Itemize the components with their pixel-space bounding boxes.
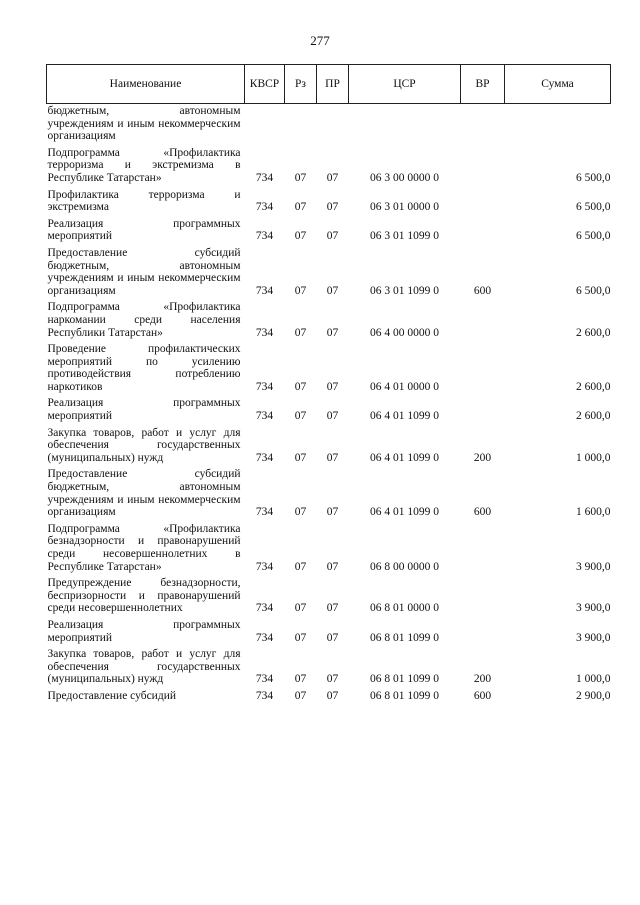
row-rz-cell: 07 — [294, 673, 307, 686]
row-rz-cell: 07 — [294, 230, 307, 243]
table-row — [47, 426, 611, 468]
row-name-cell: Реализация программных мероприятий — [47, 397, 241, 423]
row-pr-cell: 07 — [326, 631, 339, 644]
row-name-cell: Предупреждение безнадзорности, беспризорности и правонарушений среди несовершеннолетних — [47, 577, 241, 615]
table-row — [47, 342, 611, 396]
row-sum-cell: 6 500,0 — [576, 171, 611, 184]
row-name-cell: Подпрограмма «Профилактика терроризма и экстремизма в Республике Татарстан» — [47, 146, 241, 184]
row-vr-cell — [461, 576, 505, 618]
row-kvsr-cell: 734 — [255, 451, 274, 464]
row-pr-cell: 07 — [326, 602, 339, 615]
row-csr-cell: 06 3 01 1099 0 — [370, 230, 439, 243]
row-pr-cell: 07 — [326, 326, 339, 339]
row-csr-cell: 06 3 00 0000 0 — [370, 171, 439, 184]
row-vr-cell: 600 — [473, 689, 492, 702]
row-vr-cell — [461, 188, 505, 217]
row-csr-cell: 06 4 00 0000 0 — [370, 326, 439, 339]
row-rz-cell: 07 — [294, 284, 307, 297]
row-rz-cell: 07 — [294, 506, 307, 519]
row-vr-cell — [461, 146, 505, 188]
row-sum-cell: 3 900,0 — [576, 631, 611, 644]
row-name-cell: Предоставление субсидий — [47, 689, 176, 702]
row-vr-cell: 200 — [473, 673, 492, 686]
row-sum-cell: 3 900,0 — [576, 602, 611, 615]
header-sum: Сумма — [505, 65, 611, 104]
row-name-cell: Закупка товаров, работ и услуг для обеспечения государственных (муниципальных) нужд — [47, 426, 241, 464]
row-csr-cell: 06 8 01 1099 0 — [370, 631, 439, 644]
row-sum-cell — [505, 104, 611, 146]
row-vr-cell — [461, 342, 505, 396]
row-sum-cell: 6 500,0 — [576, 284, 611, 297]
row-csr-cell: 06 4 01 0000 0 — [370, 380, 439, 393]
table-row — [47, 188, 611, 217]
row-pr-cell: 07 — [326, 689, 339, 702]
row-vr-cell: 200 — [473, 451, 492, 464]
row-rz-cell: 07 — [294, 451, 307, 464]
row-rz-cell: 07 — [294, 631, 307, 644]
table-row — [47, 246, 611, 300]
row-pr-cell: 07 — [326, 410, 339, 423]
row-rz-cell — [285, 104, 317, 146]
row-csr-cell: 06 4 01 1099 0 — [370, 451, 439, 464]
row-rz-cell: 07 — [294, 689, 307, 702]
row-csr-cell: 06 8 01 0000 0 — [370, 602, 439, 615]
row-name-cell: Предоставление субсидий бюджетным, автономным учреждениям и иным некоммерческим организациям — [47, 246, 241, 297]
row-rz-cell: 07 — [294, 602, 307, 615]
table-row — [47, 576, 611, 618]
page-number: 277 — [310, 33, 330, 48]
row-pr-cell: 07 — [326, 451, 339, 464]
row-csr-cell: 06 8 01 1099 0 — [370, 673, 439, 686]
row-pr-cell: 07 — [326, 284, 339, 297]
row-name-cell: Подпрограмма «Профилактика наркомании среди населения Республики Татарстан» — [47, 301, 241, 339]
table-row — [47, 689, 611, 706]
row-kvsr-cell: 734 — [255, 560, 274, 573]
header-vr: ВР — [461, 65, 505, 104]
row-name-cell: Реализация программных мероприятий — [47, 217, 241, 243]
row-pr-cell: 07 — [326, 171, 339, 184]
row-kvsr-cell: 734 — [255, 380, 274, 393]
header-kvsr: КВСР — [245, 65, 285, 104]
row-sum-cell: 6 500,0 — [576, 230, 611, 243]
row-name-cell: Закупка товаров, работ и услуг для обеспечения государственных (муниципальных) нужд — [47, 648, 241, 686]
row-vr-cell — [461, 618, 505, 647]
row-kvsr-cell: 734 — [255, 506, 274, 519]
row-vr-cell — [461, 396, 505, 425]
row-kvsr-cell: 734 — [255, 631, 274, 644]
row-kvsr-cell: 734 — [255, 689, 274, 702]
row-vr-cell: 600 — [473, 284, 492, 297]
row-rz-cell: 07 — [294, 410, 307, 423]
row-sum-cell: 6 500,0 — [576, 201, 611, 214]
row-kvsr-cell: 734 — [255, 673, 274, 686]
row-vr-cell — [461, 217, 505, 246]
row-pr-cell: 07 — [326, 380, 339, 393]
row-kvsr-cell: 734 — [255, 284, 274, 297]
row-sum-cell: 2 600,0 — [576, 380, 611, 393]
row-csr-cell: 06 8 01 1099 0 — [370, 689, 439, 702]
table-row — [47, 217, 611, 246]
table-row — [47, 522, 611, 576]
header-csr: ЦСР — [349, 65, 461, 104]
row-vr-cell — [461, 300, 505, 342]
row-vr-cell — [461, 104, 505, 146]
row-rz-cell: 07 — [294, 201, 307, 214]
row-sum-cell: 2 600,0 — [576, 410, 611, 423]
row-csr-cell: 06 4 01 1099 0 — [370, 506, 439, 519]
row-kvsr-cell: 734 — [255, 201, 274, 214]
table-row — [47, 647, 611, 689]
budget-table — [46, 64, 611, 706]
row-kvsr-cell: 734 — [255, 171, 274, 184]
row-pr-cell: 07 — [326, 673, 339, 686]
row-pr-cell: 07 — [326, 201, 339, 214]
row-sum-cell: 1 000,0 — [576, 673, 611, 686]
table-row — [47, 467, 611, 521]
row-rz-cell: 07 — [294, 560, 307, 573]
row-kvsr-cell: 734 — [255, 326, 274, 339]
row-vr-cell: 600 — [473, 506, 492, 519]
row-sum-cell: 2 600,0 — [576, 326, 611, 339]
table-row — [47, 396, 611, 425]
header-rz: Рз — [285, 65, 317, 104]
row-rz-cell: 07 — [294, 326, 307, 339]
row-kvsr-cell: 734 — [255, 230, 274, 243]
row-name-cell: Проведение профилактических мероприятий по усилению противодействия потреблению наркотиков — [47, 343, 241, 393]
row-pr-cell — [317, 104, 349, 146]
row-sum-cell: 3 900,0 — [576, 560, 611, 573]
header-name: Наименование — [47, 65, 245, 104]
table-row — [47, 300, 611, 342]
row-name-cell: Предоставление субсидий бюджетным, автономным учреждениям и иным некоммерческим организациям — [47, 468, 241, 519]
row-rz-cell: 07 — [294, 171, 307, 184]
row-name-cell: Подпрограмма «Профилактика безнадзорности и правонарушений среди несовершеннолетних в Республике Татарстан» — [47, 522, 241, 573]
row-sum-cell: 2 900,0 — [576, 689, 611, 702]
row-csr-cell: 06 3 01 1099 0 — [370, 284, 439, 297]
row-vr-cell — [461, 522, 505, 576]
row-kvsr-cell: 734 — [255, 410, 274, 423]
header-pr: ПР — [317, 65, 349, 104]
row-sum-cell: 1 000,0 — [576, 451, 611, 464]
table-row — [47, 618, 611, 647]
table-row — [47, 104, 611, 146]
row-csr-cell: 06 4 01 1099 0 — [370, 410, 439, 423]
row-pr-cell: 07 — [326, 506, 339, 519]
row-kvsr-cell — [245, 104, 285, 146]
row-name-cell: Реализация программных мероприятий — [47, 618, 241, 644]
row-rz-cell: 07 — [294, 380, 307, 393]
row-kvsr-cell: 734 — [255, 602, 274, 615]
row-sum-cell: 1 600,0 — [576, 506, 611, 519]
row-csr-cell: 06 8 00 0000 0 — [370, 560, 439, 573]
row-name-cell: Профилактика терроризма и экстремизма — [47, 188, 241, 214]
row-pr-cell: 07 — [326, 560, 339, 573]
row-csr-cell: 06 3 01 0000 0 — [370, 201, 439, 214]
row-pr-cell: 07 — [326, 230, 339, 243]
row-name-cell: бюджетным, автономным учреждениям и иным некоммерческим организациям — [47, 105, 241, 143]
row-csr-cell — [349, 104, 461, 146]
table-row — [47, 146, 611, 188]
table-header-row — [47, 65, 611, 104]
